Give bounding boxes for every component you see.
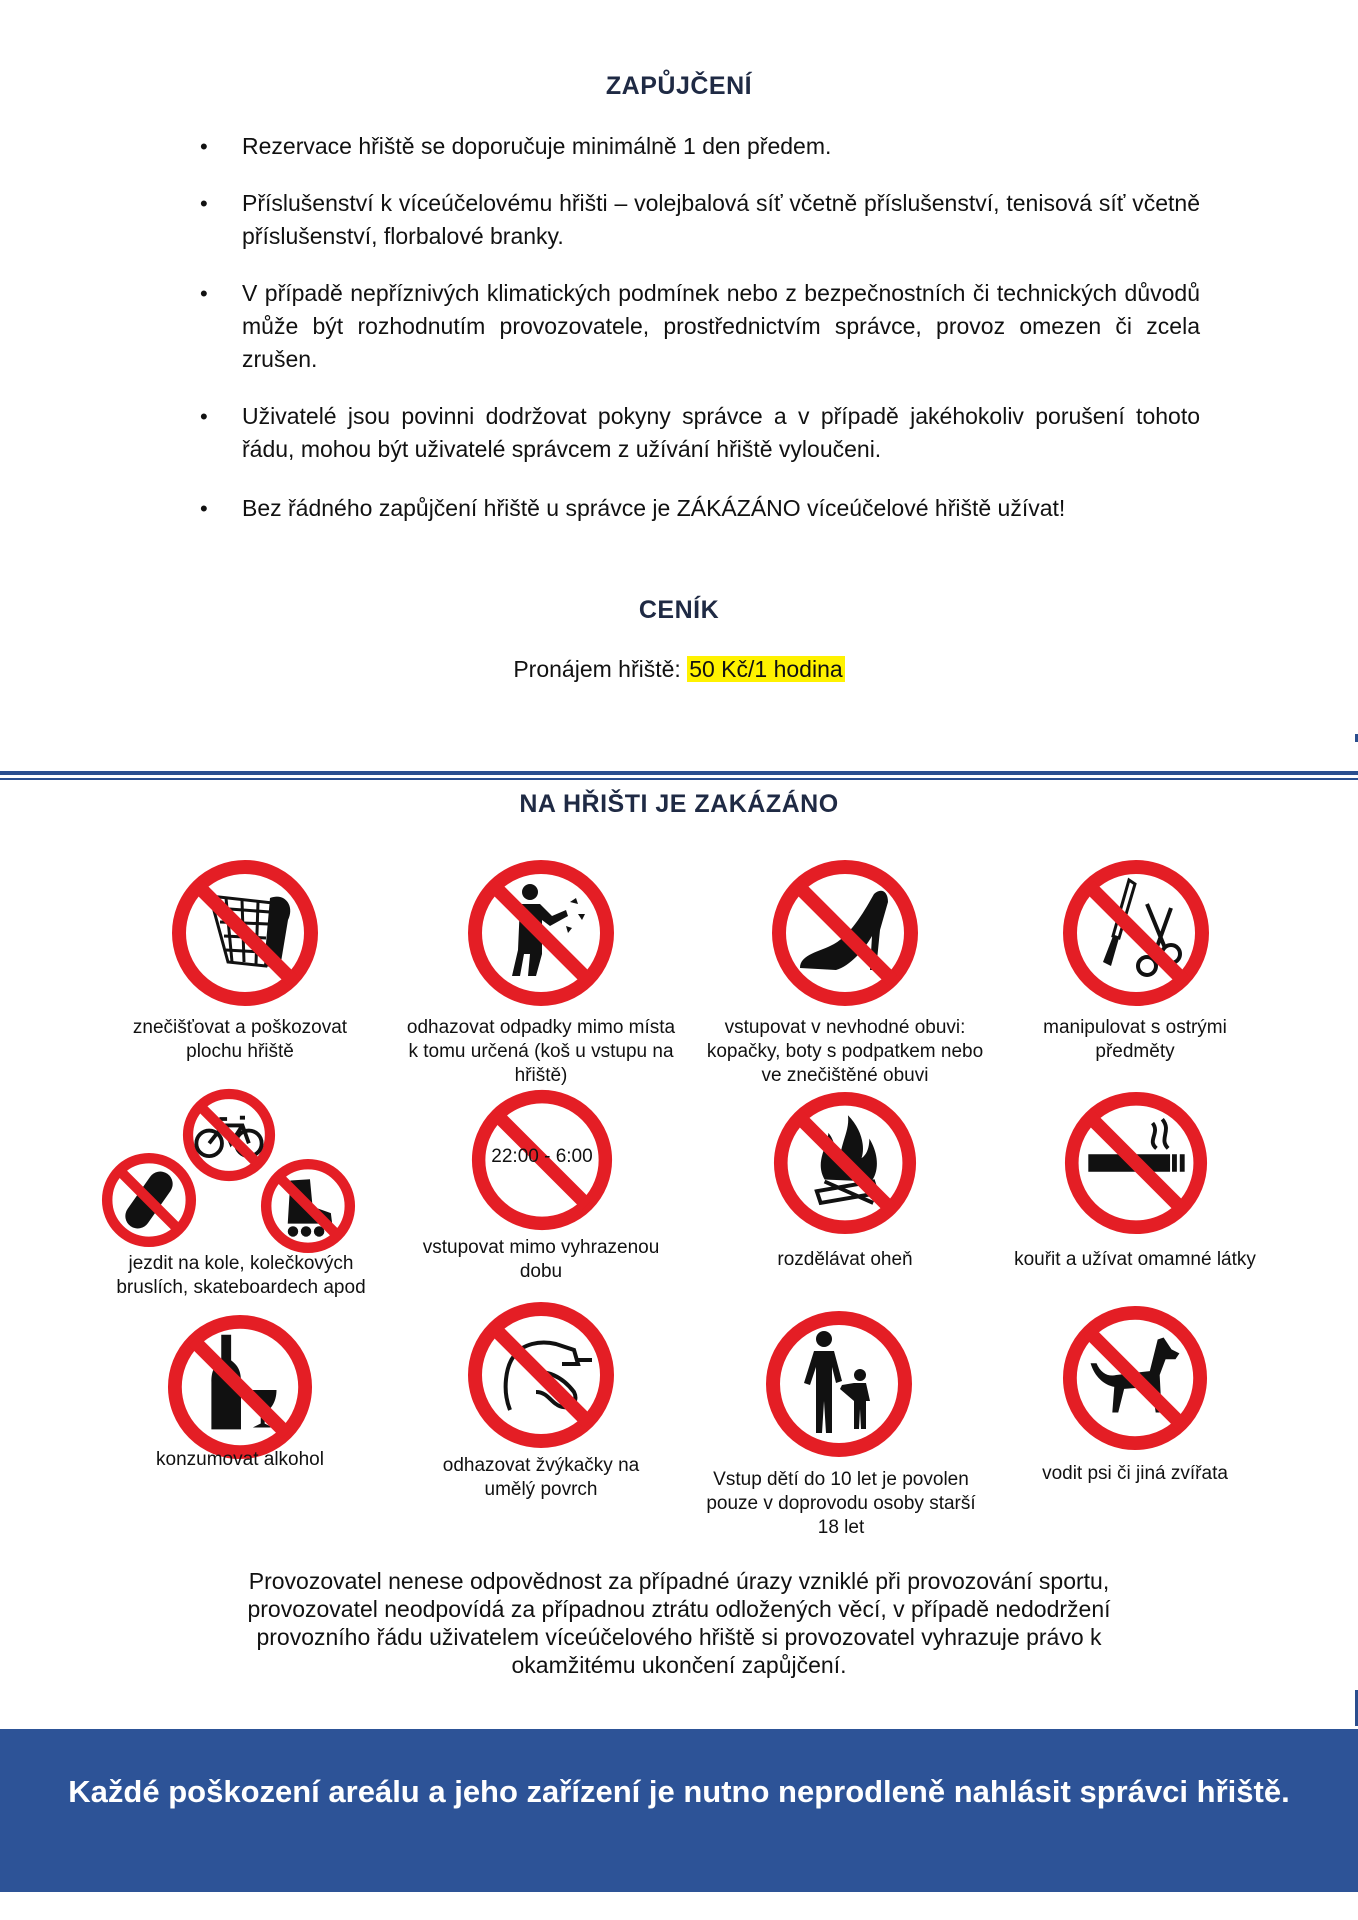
rent-rules-list bbox=[200, 130, 1200, 525]
section-divider bbox=[0, 771, 1358, 775]
adult-child-icon bbox=[764, 1309, 914, 1459]
high-heel-icon bbox=[770, 858, 920, 1008]
skateboard-icon bbox=[100, 1151, 198, 1249]
notice-banner bbox=[0, 1729, 1358, 1892]
list-item: • Uživatelé jsou povinni dodržovat pokyny správce a v případě jakéhokoliv porušení tohoto řádu, mohou být uživatelé správcem z užívání hřiště vyloučeni. bbox=[200, 400, 1200, 466]
sign-caption: rozdělávat oheň bbox=[777, 1249, 913, 1270]
sign-caption: manipulovat s ostrými předměty bbox=[1043, 1017, 1227, 1062]
section-divider-thin bbox=[0, 778, 1358, 780]
net-damage-icon bbox=[170, 858, 320, 1008]
sign-caption: jezdit na kole, kolečkových bruslích, skateboardech apod bbox=[116, 1253, 366, 1298]
rollerblade-icon bbox=[259, 1157, 357, 1255]
disclaimer-text: Provozovatel nenese odpovědnost za případné úrazy vzniklé při provozování sportu, provozovatel neodpovídá za případnou ztrátu odložených věcí, v případě nedodržení provozního řádu uživatelem víceúčelového hřiště si provozovatel vyhrazuje právo k okamžitému ukončení zapůjčení. bbox=[247, 1568, 1111, 1678]
sign-caption: vstupovat mimo vyhrazenou dobu bbox=[422, 1237, 660, 1282]
littering-icon bbox=[466, 858, 616, 1008]
chewing-gum-icon bbox=[466, 1300, 616, 1450]
dog-icon bbox=[1061, 1304, 1209, 1452]
price-label: Pronájem hřiště: bbox=[513, 656, 688, 682]
sign-caption: kouřit a užívat omamné látky bbox=[1014, 1249, 1256, 1270]
alcohol-icon bbox=[166, 1313, 314, 1461]
notice-banner-text: Každé poškození areálu a jeho zařízení je nutno neprodleně nahlásit správci hřiště. bbox=[68, 1774, 1290, 1809]
list-item: • V případě nepříznivých klimatických podmínek nebo z bezpečnostních či technických důvodů může být rozhodnutím provozovatele, prostřednictvím správce, provoz omezen či zcela zrušen. bbox=[200, 277, 1200, 376]
sign-caption: odhazovat odpadky mimo místa k tomu určená (koš u vstupu na hřiště) bbox=[406, 1017, 676, 1086]
sign-caption: vodit psi či jiná zvířata bbox=[1042, 1463, 1228, 1484]
time-label: 22:00 - 6:00 bbox=[491, 1146, 593, 1167]
list-item: • Rezervace hřiště se doporučuje minimálně 1 den předem. bbox=[200, 130, 1200, 163]
forbidden-section-title: NA HŘIŠTI JE ZAKÁZÁNO bbox=[519, 790, 839, 818]
price-line bbox=[0, 656, 1358, 683]
list-item: • Příslušenství k víceúčelovému hřišti – volejbalová síť včetně příslušenství, tenisová síť včetně příslušenství, florbalové branky. bbox=[200, 187, 1200, 253]
rent-section-title: ZAPŮJČENÍ bbox=[605, 72, 753, 100]
price-section-title: CENÍK bbox=[638, 596, 720, 624]
time-restriction-icon bbox=[470, 1088, 614, 1232]
list-item: • Bez řádného zapůjčení hřiště u správce je ZÁKÁZÁNO víceúčelové hřiště užívat! bbox=[200, 492, 1200, 525]
sign-caption: konzumovat alkohol bbox=[156, 1449, 324, 1470]
sign-caption: vstupovat v nevhodné obuvi: kopačky, boty s podpatkem nebo ve znečištěné obuvi bbox=[706, 1017, 984, 1086]
sign-caption: znečišťovat a poškozovat plochu hřiště bbox=[132, 1017, 348, 1062]
sharp-objects-icon bbox=[1061, 858, 1211, 1008]
fire-icon bbox=[772, 1090, 918, 1236]
sign-caption: Vstup dětí do 10 let je povolen pouze v doprovodu osoby starší 18 let bbox=[706, 1469, 976, 1538]
sign-caption: odhazovat žvýkačky na umělý povrch bbox=[442, 1455, 640, 1500]
price-value: 50 Kč/1 hodina bbox=[689, 656, 843, 682]
smoking-icon bbox=[1063, 1090, 1209, 1236]
